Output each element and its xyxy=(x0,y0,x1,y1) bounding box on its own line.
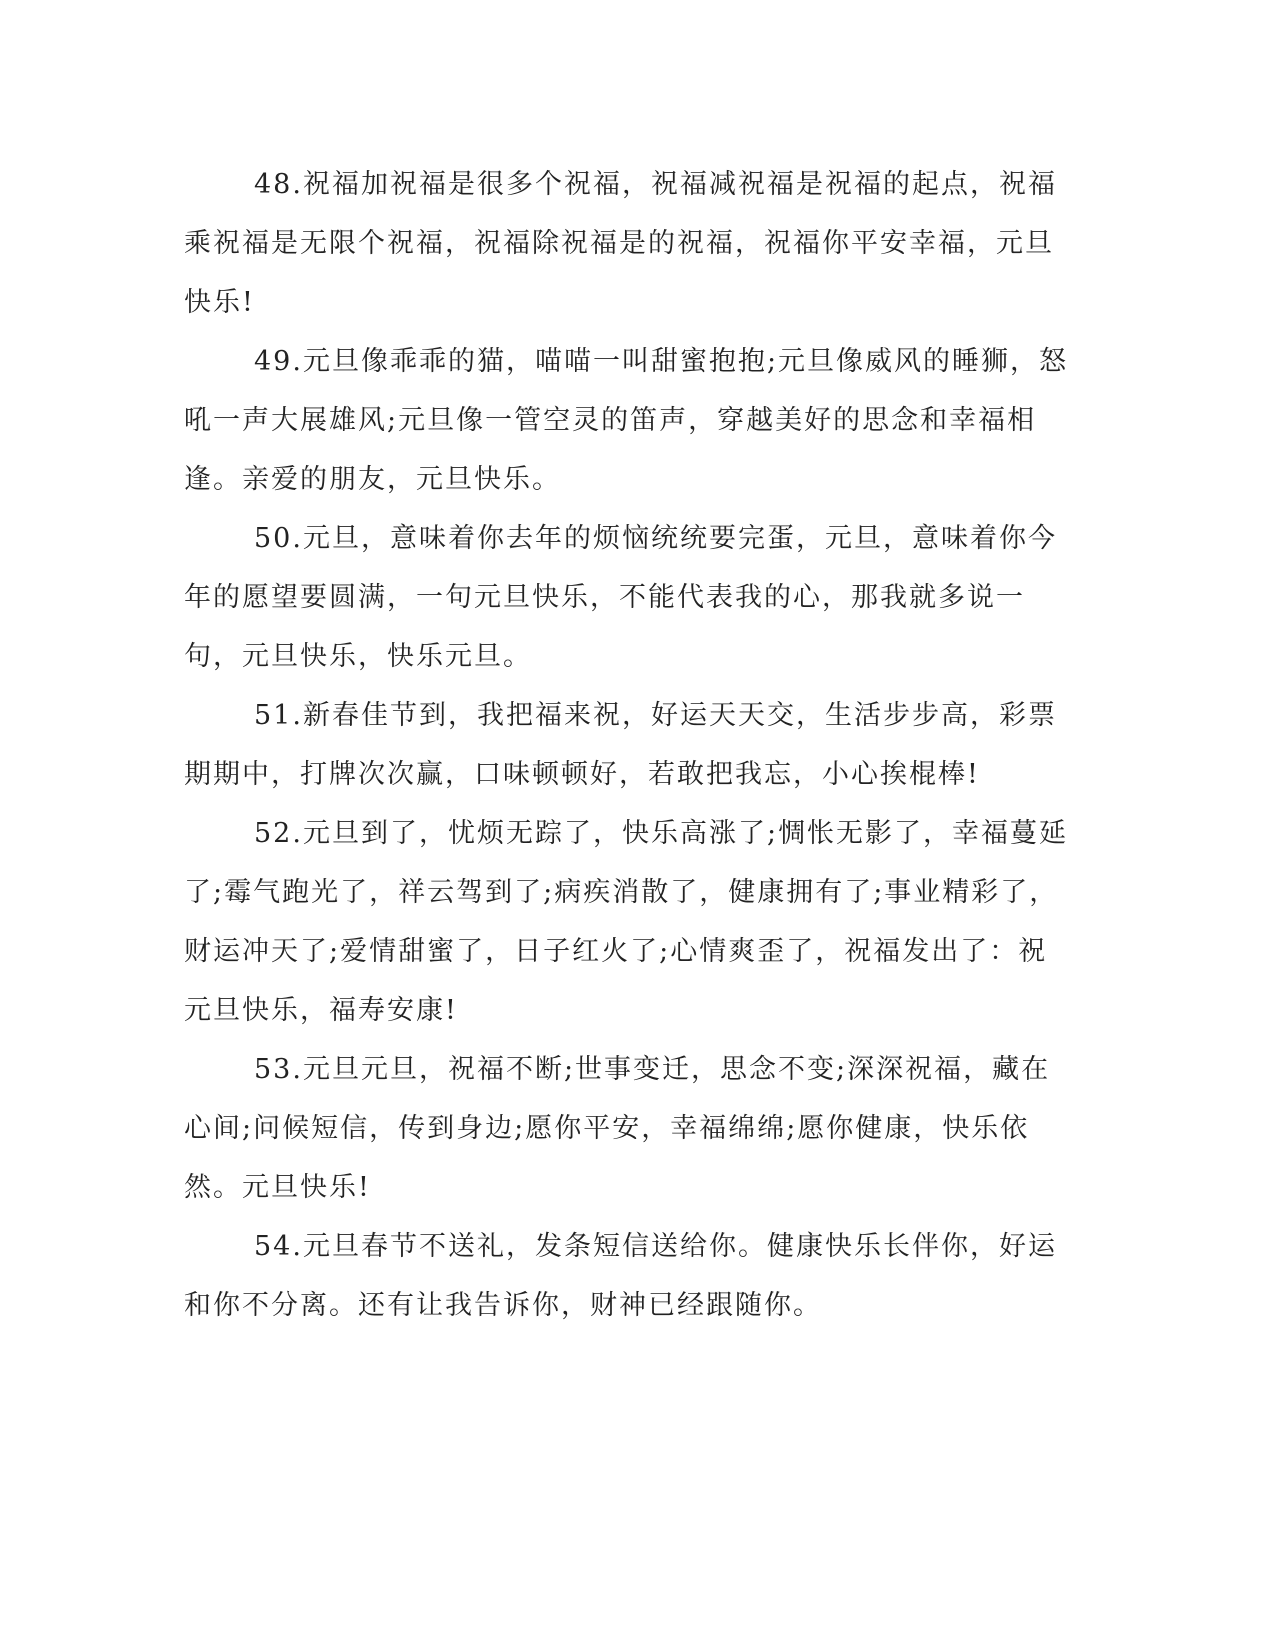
paragraph-49: 49.元旦像乖乖的猫，喵喵一叫甜蜜抱抱;元旦像威风的睡狮，怒吼一声大展雄风;元旦像一管空灵的笛声，穿越美好的思念和幸福相逢。亲爱的朋友，元旦快乐。 xyxy=(184,346,1069,495)
document-body xyxy=(184,155,1074,1335)
paragraph-48: 48.祝福加祝福是很多个祝福，祝福减祝福是祝福的起点，祝福乘祝福是无限个祝福，祝福除祝福是的祝福，祝福你平安幸福，元旦快乐! xyxy=(184,169,1057,318)
paragraph-50: 50.元旦，意味着你去年的烦恼统统要完蛋，元旦，意味着你今年的愿望要圆满，一句元旦快乐，不能代表我的心，那我就多说一句，元旦快乐，快乐元旦。 xyxy=(184,523,1057,672)
paragraph-51: 51.新春佳节到，我把福来祝，好运天天交，生活步步高，彩票期期中，打牌次次赢，口味顿顿好，若敢把我忘，小心挨棍棒! xyxy=(184,700,1057,790)
paragraph-53: 53.元旦元旦，祝福不断;世事变迁，思念不变;深深祝福，藏在心间;问候短信，传到身边;愿你平安，幸福绵绵;愿你健康，快乐依然。元旦快乐! xyxy=(184,1054,1051,1203)
paragraph-52: 52.元旦到了，忧烦无踪了，快乐高涨了;惆怅无影了，幸福蔓延了;霉气跑光了，祥云驾到了;病疾消散了，健康拥有了;事业精彩了，财运冲天了;爱情甜蜜了，日子红火了;心情爽歪了，祝福发出了：祝元旦快乐，福寿安康! xyxy=(184,818,1069,1026)
paragraph-54: 54.元旦春节不送礼，发条短信送给你。健康快乐长伴你，好运和你不分离。还有让我告诉你，财神已经跟随你。 xyxy=(184,1231,1057,1321)
